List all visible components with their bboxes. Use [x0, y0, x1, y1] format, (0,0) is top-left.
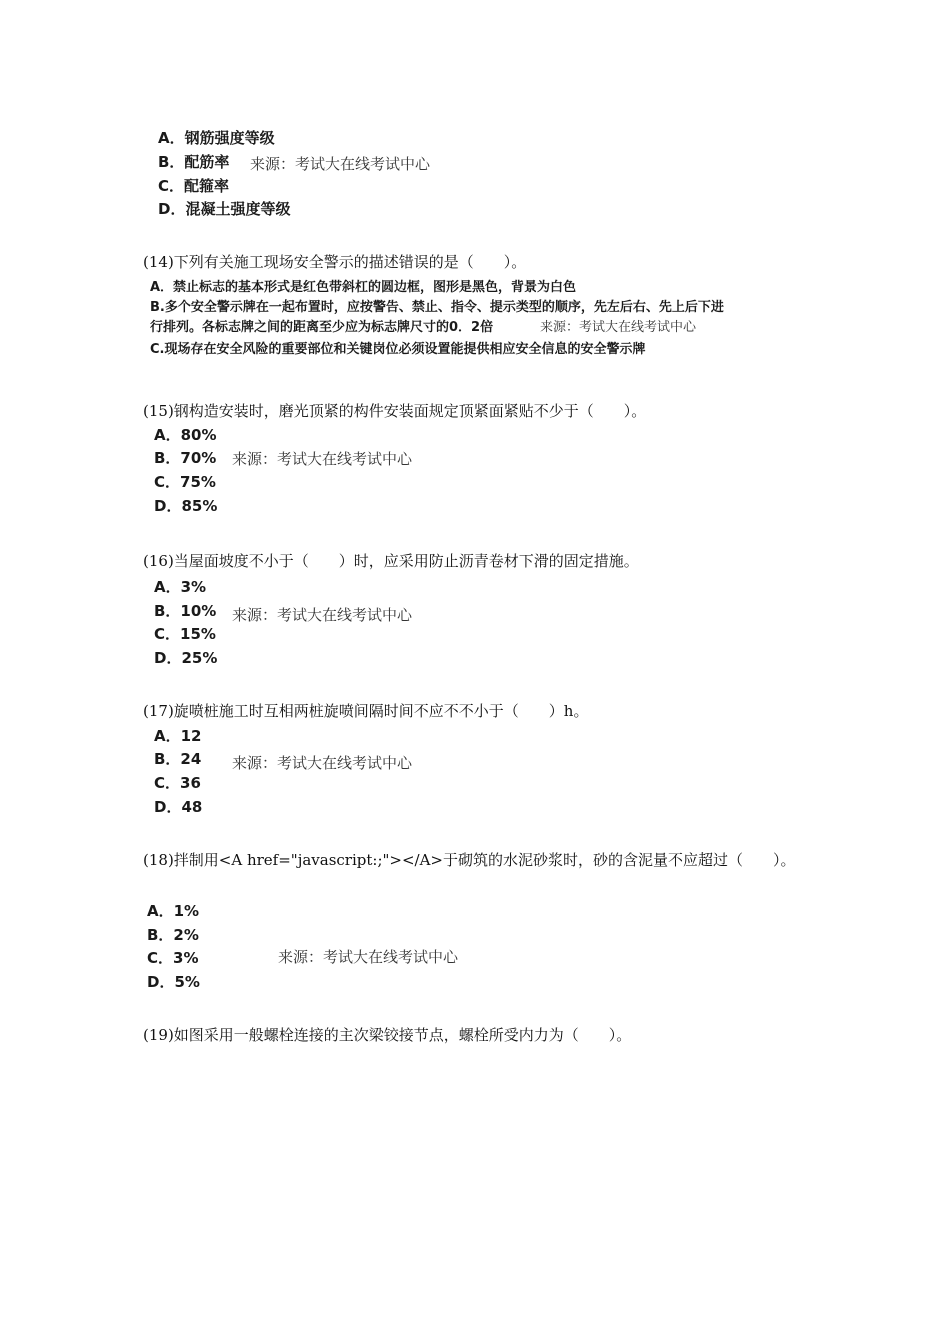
option-d: D．混凝土强度等级: [158, 200, 291, 218]
option-d: D．25%: [154, 649, 218, 667]
option-b: B．2%: [147, 926, 199, 944]
source-watermark: 来源：考试大在线考试中心: [232, 450, 413, 468]
question-18: (18)拌制用<A href="javascript:;"></A>于砌筑的水泥砂浆时，砂的含泥量不应超过（ ）。: [143, 851, 796, 869]
source-watermark: 来源：考试大在线考试中心: [540, 320, 697, 335]
option-d: D．85%: [154, 497, 218, 515]
question-14: (14)下列有关施工现场安全警示的描述错误的是（ ）。: [143, 253, 527, 271]
option-d: D．48: [154, 798, 203, 816]
option-b: B．配筋率: [158, 153, 230, 171]
option-a: A．80%: [154, 426, 217, 444]
question-17: (17)旋喷桩施工时互相两桩旋喷间隔时间不应不不小于（ ）h。: [143, 702, 589, 720]
option-d: D．5%: [147, 973, 200, 991]
option-b: B．24: [154, 750, 202, 768]
question-15: (15)钢构造安装时，磨光顶紧的构件安装面规定顶紧面紧贴不少于（ ）。: [143, 402, 647, 420]
option-a: A．禁止标志的基本形式是红色带斜杠的圆边框，图形是黑色，背景为白色: [150, 280, 577, 295]
option-c: C．75%: [154, 473, 216, 491]
source-watermark: 来源：考试大在线考试中心: [250, 155, 431, 173]
option-c: C．36: [154, 774, 201, 792]
option-a: A．3%: [154, 578, 207, 596]
option-b: B．10%: [154, 602, 217, 620]
option-b: B.多个安全警示牌在一起布置时，应按警告、禁止、指令、提示类型的顺序，先左后右、先上后下进: [150, 300, 724, 315]
option-c: C．配箍率: [158, 177, 230, 195]
option-c: C．15%: [154, 625, 216, 643]
option-b: B．70%: [154, 449, 217, 467]
source-watermark: 来源：考试大在线考试中心: [278, 948, 459, 966]
option-c: C.现场存在安全风险的重要部位和关键岗位必须设置能提供相应安全信息的安全警示牌: [150, 342, 646, 357]
option-a: A．12: [154, 727, 202, 745]
option-a: A．钢筋强度等级: [158, 129, 275, 147]
source-watermark: 来源：考试大在线考试中心: [232, 754, 413, 772]
question-16: (16)当屋面坡度不小于（ ）时，应采用防止沥青卷材下滑的固定措施。: [143, 552, 639, 570]
option-a: A．1%: [147, 902, 200, 920]
source-watermark: 来源：考试大在线考试中心: [232, 606, 413, 624]
option-c: C．3%: [147, 949, 199, 967]
question-19: (19)如图采用一般螺栓连接的主次梁铰接节点，螺栓所受内力为（ ）。: [143, 1026, 632, 1044]
option-b-continued: 行排列。各标志牌之间的距离至少应为标志牌尺寸的0．2倍: [150, 320, 494, 335]
